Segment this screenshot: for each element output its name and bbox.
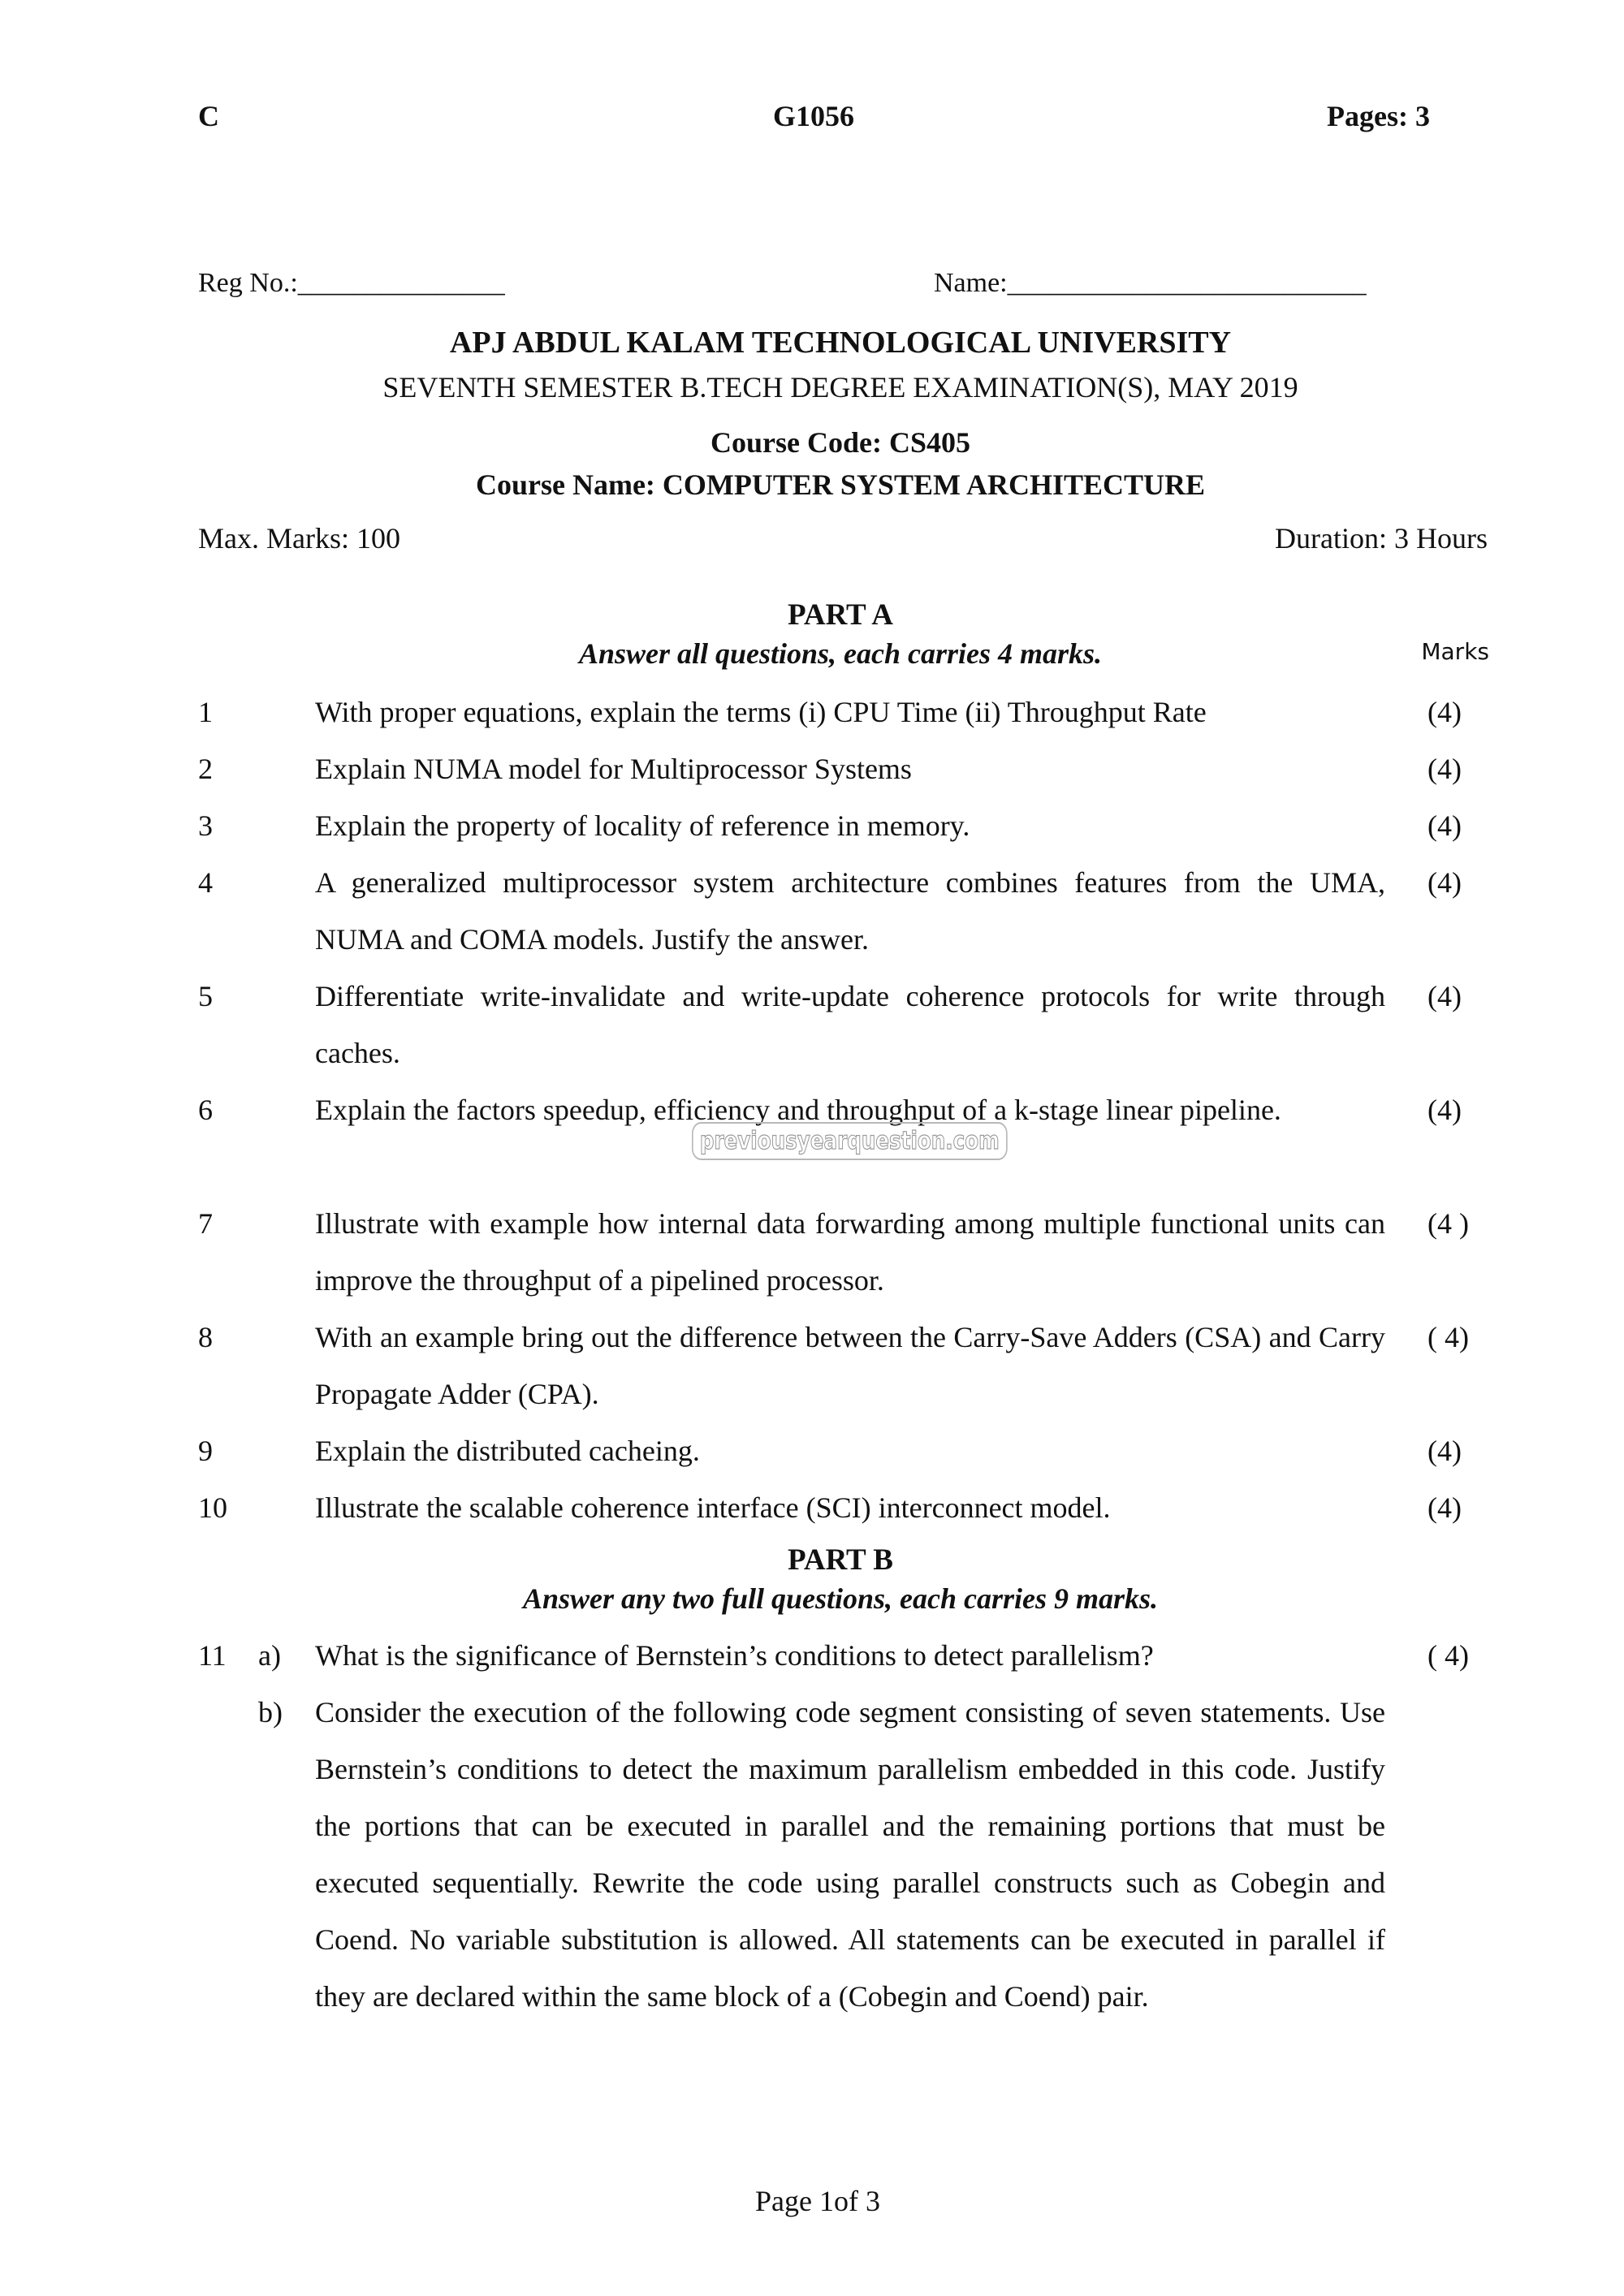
sub-question-label: a) <box>258 1639 281 1672</box>
question-number: 9 <box>198 1435 213 1467</box>
question-number: 2 <box>198 753 213 785</box>
question-marks: (4) <box>1427 696 1462 728</box>
question-marks: (4) <box>1427 753 1462 785</box>
question-marks: ( 4) <box>1427 1639 1469 1672</box>
question-text: Explain the property of locality of reference in memory. <box>315 809 970 842</box>
question-marks: (4 ) <box>1427 1207 1469 1240</box>
question-number: 6 <box>198 1094 213 1126</box>
question-marks: (4) <box>1427 866 1462 899</box>
question-text: What is the significance of Bernstein’s conditions to detect parallelism? <box>315 1639 1154 1672</box>
duration: Duration: 3 Hours <box>1275 522 1488 555</box>
reg-no-field: Reg No.:_______________ <box>198 268 505 298</box>
marks-column-header: Marks <box>1421 638 1489 665</box>
question-text: With proper equations, explain the terms (i) CPU Time (ii) Throughput Rate <box>315 696 1207 728</box>
question-text: Illustrate the scalable coherence interface (SCI) interconnect model. <box>315 1491 1111 1524</box>
course-name: Course Name: COMPUTER SYSTEM ARCHITECTURE <box>475 468 1206 501</box>
question-marks: (4) <box>1427 1435 1462 1467</box>
question-marks: ( 4) <box>1427 1321 1469 1353</box>
paper-code: G1056 <box>773 100 855 132</box>
part-a-instruction: Answer all questions, each carries 4 marks. <box>578 637 1103 670</box>
question-text: With an example bring out the difference between the Carry-Save Adders (CSA) and Carry Propagate Adder (CPA). <box>315 1321 1385 1410</box>
question-text: A generalized multiprocessor system architecture combines features from the UMA, NUMA and COMA models. Justify the answer. <box>315 866 1385 956</box>
question-text: Explain NUMA model for Multiprocessor Systems <box>315 753 912 785</box>
sub-question-label: b) <box>258 1696 283 1728</box>
question-number: 7 <box>198 1207 213 1240</box>
question-number: 10 <box>198 1491 227 1524</box>
question-number: 5 <box>198 980 213 1012</box>
watermark-logo: previousyearquestion.com <box>692 1122 1008 1160</box>
question-number: 3 <box>198 809 213 842</box>
exam-title: SEVENTH SEMESTER B.TECH DEGREE EXAMINATION(S), MAY 2019 <box>382 371 1298 404</box>
question-marks: (4) <box>1427 1491 1462 1524</box>
question-text: Explain the distributed cacheing. <box>315 1435 700 1467</box>
name-field: Name:__________________________ <box>934 268 1367 298</box>
part-b-title: PART B <box>788 1543 893 1577</box>
question-number: 4 <box>198 866 213 899</box>
course-code: Course Code: CS405 <box>710 426 970 459</box>
part-a-title: PART A <box>788 598 893 632</box>
question-marks: (4) <box>1427 980 1462 1012</box>
university-title: APJ ABDUL KALAM TECHNOLOGICAL UNIVERSITY <box>449 326 1232 360</box>
part-b-instruction: Answer any two full questions, each carries 9 marks. <box>522 1582 1159 1615</box>
question-marks: (4) <box>1427 809 1462 842</box>
max-marks: Max. Marks: 100 <box>198 522 400 555</box>
question-text: Differentiate write-invalidate and write-update coherence protocols for write through caches. <box>315 980 1385 1069</box>
question-text: Illustrate with example how internal data forwarding among multiple functional units can improve the throughput of a pipelined processor. <box>315 1207 1385 1297</box>
question-number: 8 <box>198 1321 213 1353</box>
page-count: Pages: 3 <box>1327 100 1430 132</box>
question-number: 1 <box>198 696 213 728</box>
paper-series: C <box>198 100 219 132</box>
page-footer: Page 1of 3 <box>755 2185 880 2217</box>
question-text: Consider the execution of the following code segment consisting of seven statements. Use Bernstein’s conditions to detect the maximum parallelism embedded in this code. Justify the portions that can be executed in parallel and the remaining portions that must be executed sequentially. Rewrite the code using parallel constructs such as Cobegin and Coend. No variable substitution is allowed. All statements can be executed in parallel if they are declared within the same block of a (Cobegin and Coend) pair. <box>315 1696 1385 2013</box>
question-text: Explain the factors speedup, efficiency and throughput of a k-stage linear pipeline. <box>315 1094 1281 1126</box>
question-marks: (4) <box>1427 1094 1462 1126</box>
question-number: 11 <box>198 1639 227 1672</box>
